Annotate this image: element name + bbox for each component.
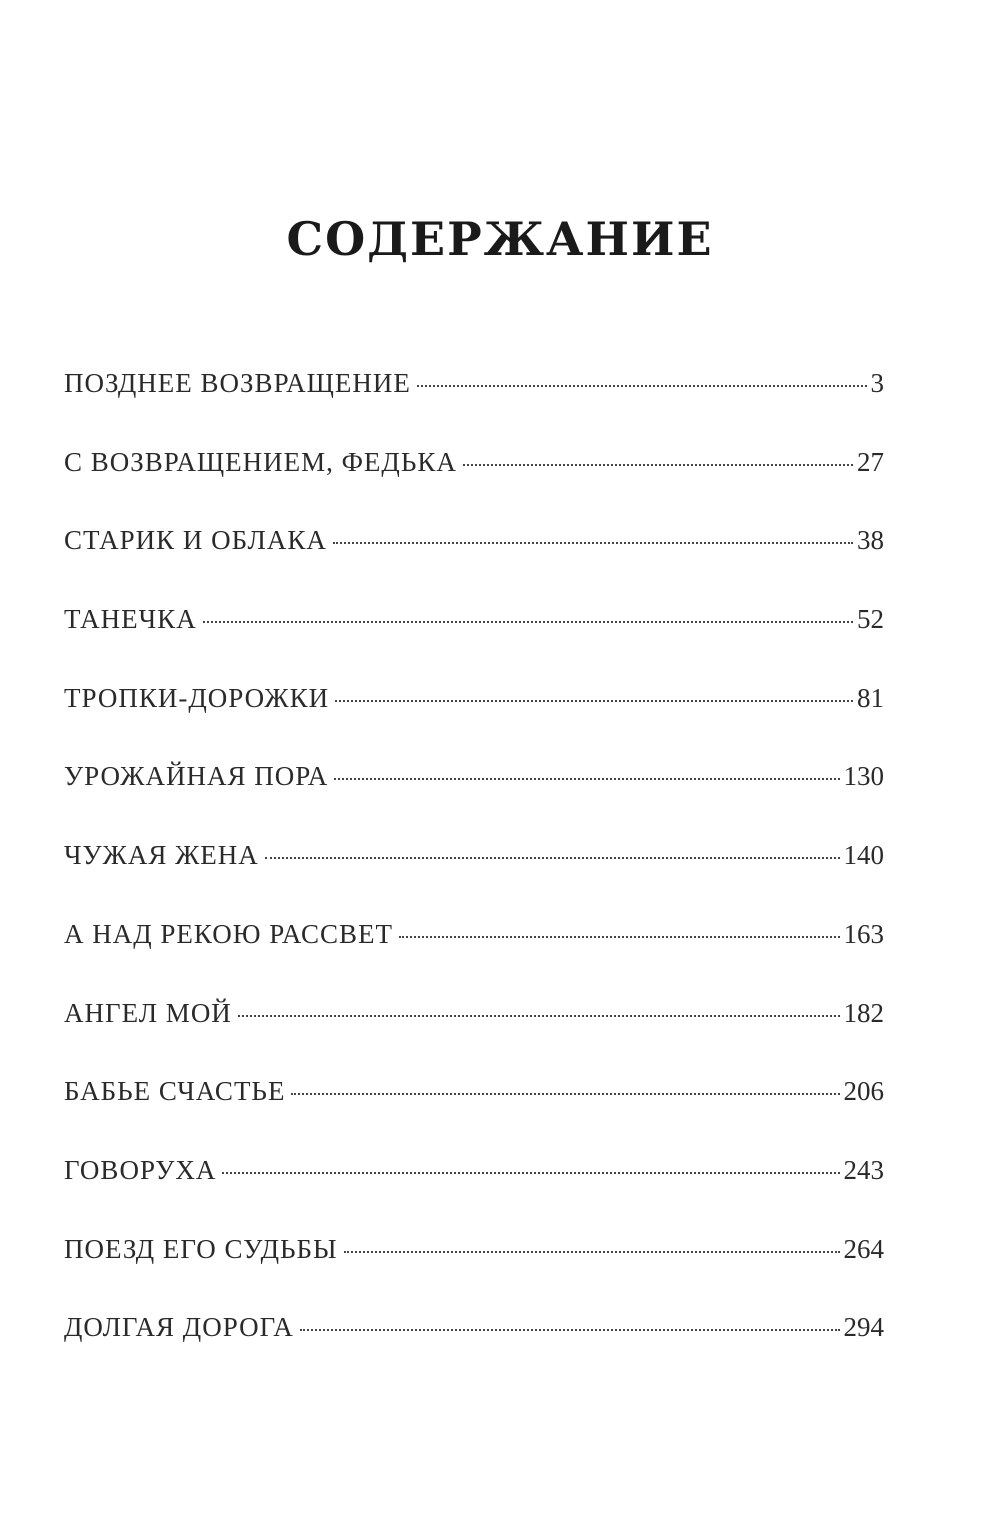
toc-leader-dots [417,385,867,387]
toc-leader-dots [300,1329,840,1331]
table-of-contents [64,368,884,1391]
toc-entry-page: 81 [857,682,884,713]
toc-entry-page: 27 [857,446,884,477]
toc-entry-title: БАБЬЕ СЧАСТЬЕ [64,1076,286,1107]
toc-entry [64,683,884,762]
toc-leader-dots [238,1015,840,1017]
toc-entry-title: А НАД РЕКОЮ РАССВЕТ [64,918,393,949]
toc-entry [64,840,884,919]
toc-entry [64,1076,884,1155]
toc-entry [64,1234,884,1313]
page-title: СОДЕРЖАНИЕ [286,212,714,266]
toc-leader-dots [344,1251,840,1253]
toc-entry [64,447,884,526]
toc-entry-title: АНГЕЛ МОЙ [64,997,232,1028]
toc-entry-page: 52 [857,604,884,635]
toc-entry [64,604,884,683]
toc-leader-dots [203,621,853,623]
toc-leader-dots [222,1172,839,1174]
toc-entry-page: 140 [843,840,884,871]
toc-entry-title: ПОЕЗД ЕГО СУДЬБЫ [64,1233,338,1264]
toc-entry [64,919,884,998]
toc-entry-title: УРОЖАЙНАЯ ПОРА [64,761,329,792]
toc-leader-dots [291,1093,839,1095]
toc-leader-dots [334,778,839,780]
toc-entry-title: ДОЛГАЯ ДОРОГА [64,1312,294,1343]
toc-entry-page: 294 [843,1312,884,1343]
toc-entry-page: 206 [843,1076,884,1107]
toc-entry-title: ТАНЕЧКА [64,604,197,635]
toc-entry-title: С ВОЗВРАЩЕНИЕМ, ФЕДЬКА [64,446,457,477]
toc-entry [64,1155,884,1234]
toc-entry [64,998,884,1077]
toc-entry-title: ТРОПКИ-ДОРОЖКИ [64,682,330,713]
toc-leader-dots [463,464,853,466]
toc-entry-page: 243 [843,1154,884,1185]
toc-entry-page: 3 [870,368,884,398]
toc-entry [64,1312,884,1391]
toc-entry-page: 264 [843,1233,884,1264]
toc-leader-dots [333,542,853,544]
toc-entry-title: СТАРИК И ОБЛАКА [64,525,327,556]
toc-leader-dots [335,700,853,702]
toc-entry-page: 130 [843,761,884,792]
toc-entry-title: ПОЗДНЕЕ ВОЗВРАЩЕНИЕ [64,368,411,398]
toc-leader-dots [399,936,840,938]
toc-entry-title: ГОВОРУХА [64,1154,217,1185]
toc-entry [64,525,884,604]
toc-entry-page: 163 [843,918,884,949]
toc-entry [64,368,884,447]
toc-entry-title: ЧУЖАЯ ЖЕНА [64,840,259,871]
toc-entry-page: 182 [843,997,884,1028]
toc-entry [64,761,884,840]
toc-leader-dots [265,857,840,859]
toc-entry-page: 38 [857,525,884,556]
